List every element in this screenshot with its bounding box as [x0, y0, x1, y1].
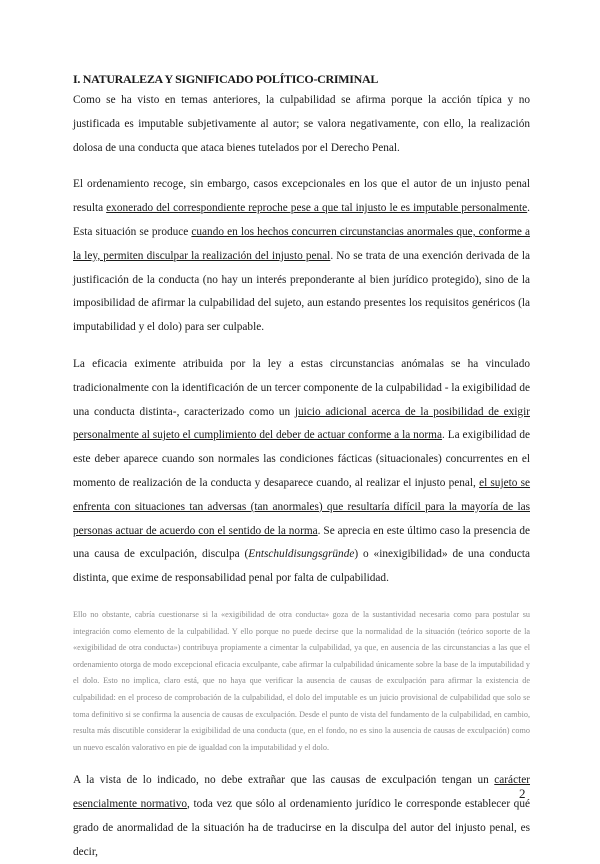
- paragraph-2: [73, 173, 530, 340]
- text-run: ) o «inexigibilidad» de una conducta distinta, que exime de responsabilidad penal por falta de culpabilidad.: [73, 548, 530, 585]
- underlined-text: juicio adicional acerca de la posibilidad de exigir personalmente al sujeto el cumplimiento del deber de actuar conforme a la norma: [73, 405, 530, 442]
- section-heading: I. NATURALEZA Y SIGNIFICADO POLÍTICO-CRIMINAL: [73, 72, 379, 86]
- text-run: , toda vez que sólo al ordenamiento jurídico le corresponde establecer qué grado de anormalidad de la situación ha de traducirse en la disculpa del autor del injusto penal, es decir,: [73, 798, 530, 858]
- paragraph-3: [73, 353, 530, 591]
- paragraph-4: [73, 769, 530, 864]
- text-run: La eficacia eximente atribuida por la ley a estas circunstancias anómalas se ha vinculado tradicionalmente con la identificación de un tercer componente de la culpabilidad - la exigibilidad de una conducta distinta-, caracterizado como un: [73, 357, 530, 418]
- text-run: . Se aprecia en este último caso la presencia de una causa de exculpación, disculpa (: [73, 524, 530, 561]
- text-run: Como se ha visto en temas anteriores, la culpabilidad se afirma porque la acción típica y no justificada es imputable subjetivamente al autor; se valora negativamente, con ello, la realización dolosa de una conducta que ataca bienes tutelados por el Derecho Penal.: [73, 94, 530, 154]
- text-run: El ordenamiento recoge, sin embargo, casos excepcionales en los que el autor de un injusto penal resulta: [73, 178, 530, 215]
- text-run: . No se trata de una exención derivada de la justificación de la conducta (no hay un interés preponderante al bien jurídico protegido), sino de la imposibilidad de afirmar la culpabilidad del sujeto, aun estando presentes los requisitos genéricos (la imputabilidad y el dolo) para ser culpable.: [73, 249, 531, 334]
- page-number: 2: [519, 786, 526, 801]
- underlined-text: carácter esencialmente normativo: [73, 774, 530, 811]
- paragraph-1: [73, 89, 530, 160]
- footnote-paragraph: Ello no obstante, cabría cuestionarse si la «exigibilidad de otra conducta» goza de la sustantividad necesaria como para postular su integración como elemento de la culpabilidad. Y ello porque no puede decirse que la normalidad de la situación (teórico soporte de la «exigibilidad de otra conducta») contribuya propiamente a cimentar la culpabilidad, ya que, en ausencia de las circunstancias a las que el ordenamiento otorga de modo excepcional eficacia exculpante, cabe afirmar la culpabilidad únicamente sobre la base de la imputabilidad y el dolo. Esto no implica, claro está, que no haya que verificar la ausencia de causas de exculpación para afirmar la existencia de culpabilidad: en el proceso de comprobación de la culpabilidad, el dolo del imputable es un juicio provisional de culpabilidad que solo se toma definitivo si se confirma la ausencia de causas de exculpación. Desde el punto de vista del fundamento de la culpabilidad, en cambio, resulta más discutible considerar la exigibilidad de una conducta (que, en el fondo, no es sino la ausencia de causas de exculpación) como un nuevo escalón valorativo en pie de igualdad con la imputabilidad y el dolo.: [73, 609, 530, 752]
- text-run: . La exigibilidad de este deber aparece cuando son normales las condiciones fácticas (situacionales) concurrentes en el momento de realización de la conducta y desaparece cuando, al realizar el injusto penal,: [73, 429, 531, 489]
- page-content: [73, 72, 530, 864]
- text-run: . Esta situación se produce: [73, 202, 530, 238]
- underlined-text: cuando en los hechos concurren circunstancias anormales que, conforme a la ley, permiten disculpar la realización del injusto penal: [73, 225, 530, 262]
- text-run: A la vista de lo indicado, no debe extrañar que las causas de exculpación tengan un: [73, 774, 495, 787]
- underlined-text: exonerado del correspondiente reproche pese a que tal injusto le es imputable personalmente: [106, 202, 528, 215]
- italic-term: Entschuldisungsgründe: [248, 548, 355, 561]
- underlined-text: el sujeto se enfrenta con situaciones tan adversas (tan anormales) que resultaría difícil para la mayoría de las personas actuar de acuerdo con el sentido de la norma: [73, 476, 531, 537]
